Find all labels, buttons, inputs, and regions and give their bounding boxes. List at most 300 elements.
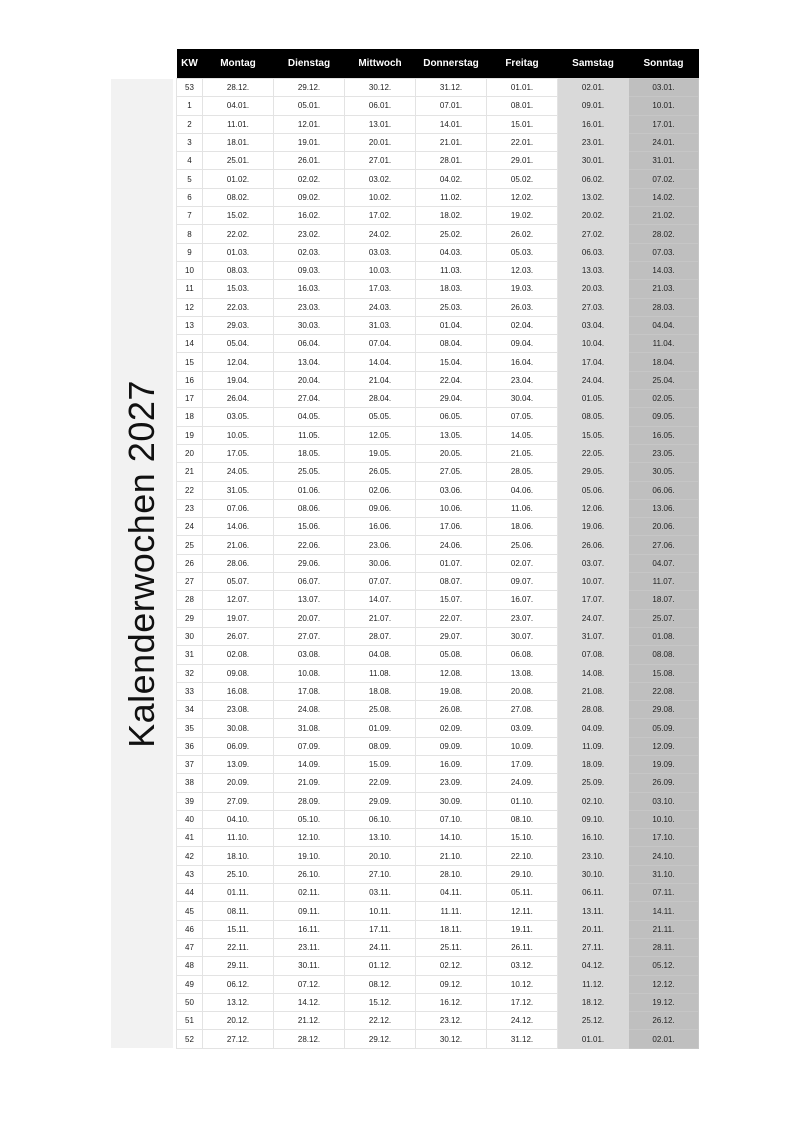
- tuesday-cell: 31.08.: [274, 719, 345, 737]
- tuesday-cell: 16.02.: [274, 207, 345, 225]
- thursday-cell: 20.05.: [416, 444, 487, 462]
- week-number-cell: 18: [177, 408, 203, 426]
- monday-cell: 12.07.: [203, 591, 274, 609]
- monday-cell: 21.06.: [203, 536, 274, 554]
- sunday-cell: 28.02.: [629, 225, 699, 243]
- week-number-cell: 17: [177, 390, 203, 408]
- monday-cell: 02.08.: [203, 646, 274, 664]
- tuesday-cell: 25.05.: [274, 463, 345, 481]
- wednesday-cell: 10.03.: [345, 261, 416, 279]
- tuesday-cell: 23.03.: [274, 298, 345, 316]
- tuesday-cell: 09.02.: [274, 188, 345, 206]
- sunday-cell: 09.05.: [629, 408, 699, 426]
- wednesday-cell: 02.06.: [345, 481, 416, 499]
- sunday-cell: 05.09.: [629, 719, 699, 737]
- week-number-cell: 29: [177, 609, 203, 627]
- monday-cell: 05.04.: [203, 335, 274, 353]
- thursday-cell: 29.07.: [416, 627, 487, 645]
- saturday-cell: 11.09.: [558, 737, 629, 755]
- week-number-cell: 35: [177, 719, 203, 737]
- wednesday-cell: 15.09.: [345, 755, 416, 773]
- thursday-cell: 05.08.: [416, 646, 487, 664]
- wednesday-cell: 17.03.: [345, 280, 416, 298]
- table-row: [177, 664, 699, 682]
- tuesday-cell: 13.04.: [274, 353, 345, 371]
- table-row: [177, 755, 699, 773]
- sunday-cell: 07.03.: [629, 243, 699, 261]
- table-row: [177, 152, 699, 170]
- table-row: [177, 829, 699, 847]
- sunday-cell: 19.09.: [629, 755, 699, 773]
- table-row: [177, 280, 699, 298]
- thursday-cell: 16.12.: [416, 993, 487, 1011]
- saturday-cell: 21.08.: [558, 682, 629, 700]
- tuesday-cell: 12.01.: [274, 115, 345, 133]
- table-row: [177, 993, 699, 1011]
- friday-cell: 29.01.: [487, 152, 558, 170]
- monday-cell: 22.11.: [203, 938, 274, 956]
- table-row: [177, 499, 699, 517]
- table-row: [177, 975, 699, 993]
- saturday-cell: 05.06.: [558, 481, 629, 499]
- friday-cell: 05.03.: [487, 243, 558, 261]
- week-number-cell: 13: [177, 316, 203, 334]
- friday-cell: 17.12.: [487, 993, 558, 1011]
- week-number-cell: 20: [177, 444, 203, 462]
- thursday-cell: 06.05.: [416, 408, 487, 426]
- table-row: [177, 810, 699, 828]
- friday-cell: 28.05.: [487, 463, 558, 481]
- monday-cell: 09.08.: [203, 664, 274, 682]
- sunday-cell: 25.07.: [629, 609, 699, 627]
- thursday-cell: 11.03.: [416, 261, 487, 279]
- table-body: [177, 79, 699, 1049]
- table-row: [177, 463, 699, 481]
- thursday-cell: 03.06.: [416, 481, 487, 499]
- week-number-cell: 9: [177, 243, 203, 261]
- week-number-cell: 19: [177, 426, 203, 444]
- table-row: [177, 1030, 699, 1048]
- friday-cell: 15.10.: [487, 829, 558, 847]
- friday-cell: 23.07.: [487, 609, 558, 627]
- week-number-cell: 26: [177, 554, 203, 572]
- table-row: [177, 554, 699, 572]
- tuesday-cell: 06.07.: [274, 573, 345, 591]
- sunday-cell: 03.10.: [629, 792, 699, 810]
- wednesday-cell: 30.12.: [345, 79, 416, 97]
- table-row: [177, 737, 699, 755]
- week-number-cell: 47: [177, 938, 203, 956]
- saturday-cell: 07.08.: [558, 646, 629, 664]
- table-row: [177, 79, 699, 97]
- wednesday-cell: 01.09.: [345, 719, 416, 737]
- friday-cell: 21.05.: [487, 444, 558, 462]
- week-number-cell: 14: [177, 335, 203, 353]
- friday-cell: 07.05.: [487, 408, 558, 426]
- monday-cell: 11.01.: [203, 115, 274, 133]
- sunday-cell: 28.11.: [629, 938, 699, 956]
- week-number-cell: 4: [177, 152, 203, 170]
- sunday-cell: 23.05.: [629, 444, 699, 462]
- table-row: [177, 902, 699, 920]
- header-samstag: Samstag: [558, 49, 629, 79]
- tuesday-cell: 10.08.: [274, 664, 345, 682]
- wednesday-cell: 14.07.: [345, 591, 416, 609]
- table-row: [177, 298, 699, 316]
- saturday-cell: 16.10.: [558, 829, 629, 847]
- friday-cell: 22.01.: [487, 133, 558, 151]
- wednesday-cell: 28.07.: [345, 627, 416, 645]
- wednesday-cell: 01.12.: [345, 957, 416, 975]
- tuesday-cell: 15.06.: [274, 518, 345, 536]
- week-number-cell: 36: [177, 737, 203, 755]
- saturday-cell: 18.12.: [558, 993, 629, 1011]
- monday-cell: 15.03.: [203, 280, 274, 298]
- friday-cell: 25.06.: [487, 536, 558, 554]
- table-row: [177, 920, 699, 938]
- week-number-cell: 49: [177, 975, 203, 993]
- monday-cell: 04.10.: [203, 810, 274, 828]
- thursday-cell: 15.07.: [416, 591, 487, 609]
- week-number-cell: 27: [177, 573, 203, 591]
- tuesday-cell: 01.06.: [274, 481, 345, 499]
- wednesday-cell: 16.06.: [345, 518, 416, 536]
- thursday-cell: 23.09.: [416, 774, 487, 792]
- table-row: [177, 591, 699, 609]
- table-row: [177, 847, 699, 865]
- friday-cell: 22.10.: [487, 847, 558, 865]
- thursday-cell: 07.10.: [416, 810, 487, 828]
- table-row: [177, 115, 699, 133]
- sunday-cell: 12.09.: [629, 737, 699, 755]
- table-row: [177, 316, 699, 334]
- monday-cell: 19.07.: [203, 609, 274, 627]
- thursday-cell: 25.11.: [416, 938, 487, 956]
- wednesday-cell: 20.10.: [345, 847, 416, 865]
- wednesday-cell: 19.05.: [345, 444, 416, 462]
- thursday-cell: 28.01.: [416, 152, 487, 170]
- saturday-cell: 08.05.: [558, 408, 629, 426]
- table-row: [177, 536, 699, 554]
- friday-cell: 09.07.: [487, 573, 558, 591]
- sunday-cell: 29.08.: [629, 701, 699, 719]
- week-number-cell: 46: [177, 920, 203, 938]
- wednesday-cell: 10.02.: [345, 188, 416, 206]
- saturday-cell: 02.10.: [558, 792, 629, 810]
- sunday-cell: 10.01.: [629, 97, 699, 115]
- thursday-cell: 08.04.: [416, 335, 487, 353]
- sunday-cell: 31.10.: [629, 865, 699, 883]
- monday-cell: 12.04.: [203, 353, 274, 371]
- thursday-cell: 14.01.: [416, 115, 487, 133]
- tuesday-cell: 13.07.: [274, 591, 345, 609]
- week-number-cell: 15: [177, 353, 203, 371]
- table-row: [177, 719, 699, 737]
- thursday-cell: 21.01.: [416, 133, 487, 151]
- saturday-cell: 23.01.: [558, 133, 629, 151]
- friday-cell: 30.04.: [487, 390, 558, 408]
- wednesday-cell: 24.03.: [345, 298, 416, 316]
- week-number-cell: 33: [177, 682, 203, 700]
- wednesday-cell: 03.03.: [345, 243, 416, 261]
- saturday-cell: 12.06.: [558, 499, 629, 517]
- wednesday-cell: 22.12.: [345, 1012, 416, 1030]
- tuesday-cell: 23.11.: [274, 938, 345, 956]
- friday-cell: 30.07.: [487, 627, 558, 645]
- monday-cell: 08.02.: [203, 188, 274, 206]
- thursday-cell: 14.10.: [416, 829, 487, 847]
- week-number-cell: 28: [177, 591, 203, 609]
- monday-cell: 13.09.: [203, 755, 274, 773]
- tuesday-cell: 20.07.: [274, 609, 345, 627]
- thursday-cell: 25.03.: [416, 298, 487, 316]
- wednesday-cell: 31.03.: [345, 316, 416, 334]
- sunday-cell: 19.12.: [629, 993, 699, 1011]
- friday-cell: 03.09.: [487, 719, 558, 737]
- friday-cell: 05.11.: [487, 884, 558, 902]
- sunday-cell: 02.05.: [629, 390, 699, 408]
- thursday-cell: 09.09.: [416, 737, 487, 755]
- week-number-cell: 8: [177, 225, 203, 243]
- week-number-cell: 6: [177, 188, 203, 206]
- sunday-cell: 14.02.: [629, 188, 699, 206]
- sunday-cell: 18.07.: [629, 591, 699, 609]
- saturday-cell: 28.08.: [558, 701, 629, 719]
- week-number-cell: 11: [177, 280, 203, 298]
- friday-cell: 06.08.: [487, 646, 558, 664]
- header-dienstag: Dienstag: [274, 49, 345, 79]
- thursday-cell: 15.04.: [416, 353, 487, 371]
- saturday-cell: 25.12.: [558, 1012, 629, 1030]
- monday-cell: 08.03.: [203, 261, 274, 279]
- friday-cell: 10.09.: [487, 737, 558, 755]
- sunday-cell: 12.12.: [629, 975, 699, 993]
- header-mittwoch: Mittwoch: [345, 49, 416, 79]
- friday-cell: 29.10.: [487, 865, 558, 883]
- tuesday-cell: 29.12.: [274, 79, 345, 97]
- tuesday-cell: 24.08.: [274, 701, 345, 719]
- week-number-cell: 24: [177, 518, 203, 536]
- saturday-cell: 20.11.: [558, 920, 629, 938]
- monday-cell: 28.06.: [203, 554, 274, 572]
- week-number-cell: 2: [177, 115, 203, 133]
- tuesday-cell: 11.05.: [274, 426, 345, 444]
- wednesday-cell: 29.09.: [345, 792, 416, 810]
- friday-cell: 26.03.: [487, 298, 558, 316]
- sunday-cell: 14.11.: [629, 902, 699, 920]
- monday-cell: 13.12.: [203, 993, 274, 1011]
- thursday-cell: 04.02.: [416, 170, 487, 188]
- table-row: [177, 884, 699, 902]
- thursday-cell: 13.05.: [416, 426, 487, 444]
- saturday-cell: 24.04.: [558, 371, 629, 389]
- friday-cell: 12.11.: [487, 902, 558, 920]
- monday-cell: 08.11.: [203, 902, 274, 920]
- friday-cell: 05.02.: [487, 170, 558, 188]
- thursday-cell: 27.05.: [416, 463, 487, 481]
- wednesday-cell: 21.04.: [345, 371, 416, 389]
- wednesday-cell: 24.02.: [345, 225, 416, 243]
- monday-cell: 28.12.: [203, 79, 274, 97]
- wednesday-cell: 27.01.: [345, 152, 416, 170]
- sunday-cell: 07.11.: [629, 884, 699, 902]
- table-row: [177, 481, 699, 499]
- table-header-row: [177, 49, 699, 79]
- saturday-cell: 30.10.: [558, 865, 629, 883]
- friday-cell: 19.03.: [487, 280, 558, 298]
- friday-cell: 15.01.: [487, 115, 558, 133]
- thursday-cell: 10.06.: [416, 499, 487, 517]
- thursday-cell: 08.07.: [416, 573, 487, 591]
- wednesday-cell: 03.02.: [345, 170, 416, 188]
- monday-cell: 18.10.: [203, 847, 274, 865]
- wednesday-cell: 04.08.: [345, 646, 416, 664]
- tuesday-cell: 19.10.: [274, 847, 345, 865]
- header-kw: KW: [177, 49, 203, 79]
- saturday-cell: 18.09.: [558, 755, 629, 773]
- sunday-cell: 20.06.: [629, 518, 699, 536]
- table-row: [177, 243, 699, 261]
- table-row: [177, 627, 699, 645]
- week-number-cell: 1: [177, 97, 203, 115]
- week-number-cell: 23: [177, 499, 203, 517]
- friday-cell: 18.06.: [487, 518, 558, 536]
- thursday-cell: 25.02.: [416, 225, 487, 243]
- saturday-cell: 09.01.: [558, 97, 629, 115]
- week-number-cell: 39: [177, 792, 203, 810]
- friday-cell: 08.01.: [487, 97, 558, 115]
- thursday-cell: 07.01.: [416, 97, 487, 115]
- friday-cell: 11.06.: [487, 499, 558, 517]
- monday-cell: 26.07.: [203, 627, 274, 645]
- monday-cell: 15.02.: [203, 207, 274, 225]
- friday-cell: 20.08.: [487, 682, 558, 700]
- monday-cell: 27.09.: [203, 792, 274, 810]
- thursday-cell: 22.04.: [416, 371, 487, 389]
- tuesday-cell: 03.08.: [274, 646, 345, 664]
- thursday-cell: 19.08.: [416, 682, 487, 700]
- monday-cell: 26.04.: [203, 390, 274, 408]
- saturday-cell: 20.03.: [558, 280, 629, 298]
- sunday-cell: 08.08.: [629, 646, 699, 664]
- thursday-cell: 02.12.: [416, 957, 487, 975]
- table-row: [177, 133, 699, 151]
- week-number-cell: 42: [177, 847, 203, 865]
- monday-cell: 11.10.: [203, 829, 274, 847]
- monday-cell: 25.01.: [203, 152, 274, 170]
- friday-cell: 24.12.: [487, 1012, 558, 1030]
- tuesday-cell: 07.09.: [274, 737, 345, 755]
- monday-cell: 31.05.: [203, 481, 274, 499]
- header-donnerstag: Donnerstag: [416, 49, 487, 79]
- monday-cell: 14.06.: [203, 518, 274, 536]
- sunday-cell: 25.04.: [629, 371, 699, 389]
- monday-cell: 06.12.: [203, 975, 274, 993]
- monday-cell: 30.08.: [203, 719, 274, 737]
- sunday-cell: 22.08.: [629, 682, 699, 700]
- saturday-cell: 27.03.: [558, 298, 629, 316]
- saturday-cell: 17.07.: [558, 591, 629, 609]
- table-row: [177, 97, 699, 115]
- saturday-cell: 03.07.: [558, 554, 629, 572]
- tuesday-cell: 18.05.: [274, 444, 345, 462]
- saturday-cell: 13.11.: [558, 902, 629, 920]
- thursday-cell: 23.12.: [416, 1012, 487, 1030]
- sunday-cell: 11.04.: [629, 335, 699, 353]
- saturday-cell: 13.02.: [558, 188, 629, 206]
- monday-cell: 18.01.: [203, 133, 274, 151]
- saturday-cell: 14.08.: [558, 664, 629, 682]
- tuesday-cell: 07.12.: [274, 975, 345, 993]
- table-row: [177, 335, 699, 353]
- wednesday-cell: 23.06.: [345, 536, 416, 554]
- week-number-cell: 16: [177, 371, 203, 389]
- saturday-cell: 10.04.: [558, 335, 629, 353]
- tuesday-cell: 04.05.: [274, 408, 345, 426]
- week-number-cell: 22: [177, 481, 203, 499]
- friday-cell: 04.06.: [487, 481, 558, 499]
- tuesday-cell: 28.12.: [274, 1030, 345, 1048]
- wednesday-cell: 22.09.: [345, 774, 416, 792]
- monday-cell: 05.07.: [203, 573, 274, 591]
- table-row: [177, 1012, 699, 1030]
- friday-cell: 03.12.: [487, 957, 558, 975]
- tuesday-cell: 06.04.: [274, 335, 345, 353]
- thursday-cell: 31.12.: [416, 79, 487, 97]
- sunday-cell: 04.04.: [629, 316, 699, 334]
- sunday-cell: 21.03.: [629, 280, 699, 298]
- thursday-cell: 02.09.: [416, 719, 487, 737]
- monday-cell: 01.03.: [203, 243, 274, 261]
- week-number-cell: 37: [177, 755, 203, 773]
- table-row: [177, 371, 699, 389]
- week-number-cell: 32: [177, 664, 203, 682]
- monday-cell: 20.09.: [203, 774, 274, 792]
- week-number-cell: 34: [177, 701, 203, 719]
- friday-cell: 01.01.: [487, 79, 558, 97]
- tuesday-cell: 26.10.: [274, 865, 345, 883]
- thursday-cell: 09.12.: [416, 975, 487, 993]
- wednesday-cell: 05.05.: [345, 408, 416, 426]
- saturday-cell: 25.09.: [558, 774, 629, 792]
- wednesday-cell: 10.11.: [345, 902, 416, 920]
- sunday-cell: 07.02.: [629, 170, 699, 188]
- thursday-cell: 30.12.: [416, 1030, 487, 1048]
- wednesday-cell: 08.12.: [345, 975, 416, 993]
- wednesday-cell: 30.06.: [345, 554, 416, 572]
- thursday-cell: 22.07.: [416, 609, 487, 627]
- tuesday-cell: 30.03.: [274, 316, 345, 334]
- tuesday-cell: 08.06.: [274, 499, 345, 517]
- sunday-cell: 02.01.: [629, 1030, 699, 1048]
- wednesday-cell: 21.07.: [345, 609, 416, 627]
- monday-cell: 22.03.: [203, 298, 274, 316]
- wednesday-cell: 28.04.: [345, 390, 416, 408]
- wednesday-cell: 24.11.: [345, 938, 416, 956]
- wednesday-cell: 26.05.: [345, 463, 416, 481]
- tuesday-cell: 20.04.: [274, 371, 345, 389]
- thursday-cell: 01.07.: [416, 554, 487, 572]
- monday-cell: 23.08.: [203, 701, 274, 719]
- sunday-cell: 04.07.: [629, 554, 699, 572]
- wednesday-cell: 07.04.: [345, 335, 416, 353]
- thursday-cell: 04.03.: [416, 243, 487, 261]
- monday-cell: 20.12.: [203, 1012, 274, 1030]
- sunday-cell: 28.03.: [629, 298, 699, 316]
- week-number-cell: 5: [177, 170, 203, 188]
- week-number-cell: 12: [177, 298, 203, 316]
- table-row: [177, 682, 699, 700]
